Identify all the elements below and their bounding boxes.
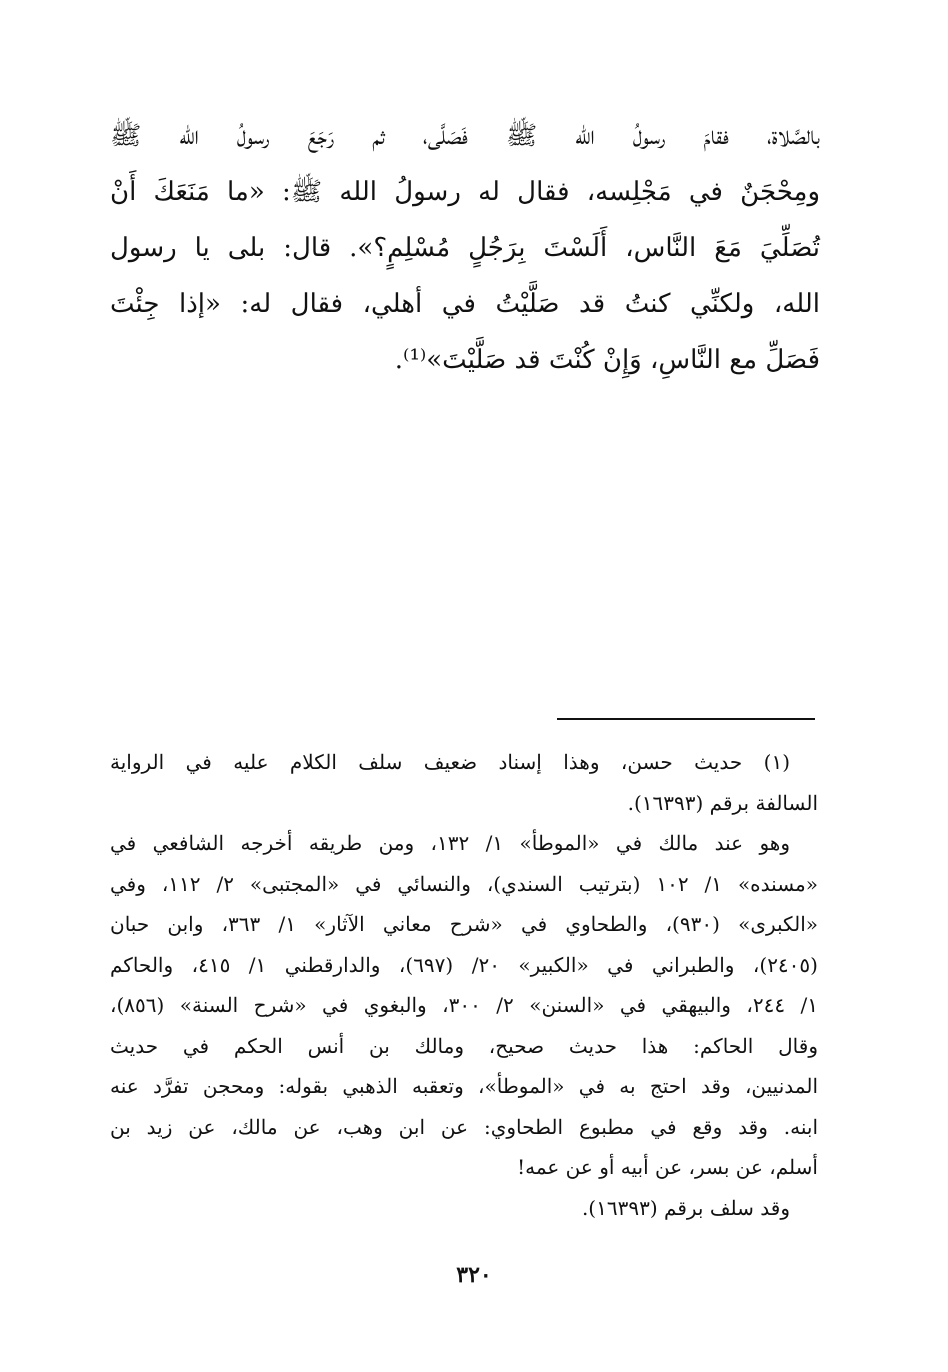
- main-text-block: [110, 108, 820, 388]
- footnote-line: وهو عند مالك في «الموطأ» ١/ ١٣٢، ومن طريقه أخرجه الشافعي في: [110, 831, 791, 855]
- footnote-line: ابنه. وقد وقع في مطبوع الطحاوي: عن ابن وهب، عن مالك، عن زيد بن: [110, 1114, 818, 1139]
- footnote-line: وقال الحاكم: هذا حديث صحيح، ومالك بن أنس الحكم في حديث: [110, 1033, 818, 1058]
- footnote-separator: [557, 718, 815, 720]
- footnote-line: (٢٤٠٥)، والطبراني في «الكبير» ٢٠/ (٦٩٧)، والدارقطني ١/ ٤١٥، والحاكم: [110, 952, 818, 977]
- footnote-line: «مسنده» ١/ ١٠٢ (بترتيب السندي)، والنسائي في «المجتبى» ٢/ ١١٢، وفي: [110, 871, 818, 896]
- main-text-line: تُصَلِّيَ مَعَ النَّاس، أَلَسْتَ بِرَجُلٍ مُسْلِمٍ؟». قال: بلى يا رسول: [110, 233, 820, 263]
- footnotes-block: [110, 742, 818, 1228]
- main-text-line: بالصَّلاة، فقامَ رسولُ الله ﷺ فَصَلَّى، ثم رَجَعَ رسولُ الله ﷺ: [110, 121, 820, 151]
- footnote-line: السالفة برقم (١٦٣٩٣).: [627, 790, 818, 815]
- footnote-line: أسلم، عن بسر، عن أبيه أو عن عمه!: [517, 1155, 818, 1179]
- footnote-line: (١) حديث حسن، وهذا إسناد ضعيف سلف الكلام عليه في الرواية: [110, 750, 790, 774]
- footnote-line: المدنيين، وقد احتج به في «الموطأ»، وتعقبه الذهبي بقوله: ومحجن تفرَّد عنه: [110, 1074, 818, 1098]
- main-text-line: الله، ولكنِّي كنتُ قد صَلَّيْتُ في أهلي، فقال له: «إذا جِئْتَ: [110, 289, 820, 319]
- main-text-line: ومِحْجَنٌ في مَجْلِسه، فقال له رسولُ الله ﷺ: «ما مَنَعَكَ أَنْ: [110, 177, 820, 207]
- footnote-line: وقد سلف برقم (١٦٣٩٣).: [581, 1195, 790, 1220]
- footnote-line: «الكبرى» (٩٣٠)، والطحاوي في «شرح معاني الآثار» ١/ ٣٦٣، وابن حبان: [110, 912, 818, 936]
- page-number: ٣٢٠: [456, 1262, 492, 1288]
- main-text-line: فَصَلِّ مع النَّاسِ، وَإِنْ كُنْتَ قد صَلَّيْتَ»⁽¹⁾.: [394, 345, 820, 375]
- footnote-line: ١/ ٢٤٤، والبيهقي في «السنن» ٢/ ٣٠٠، والبغوي في «شرح السنة» (٨٥٦)،: [110, 993, 818, 1017]
